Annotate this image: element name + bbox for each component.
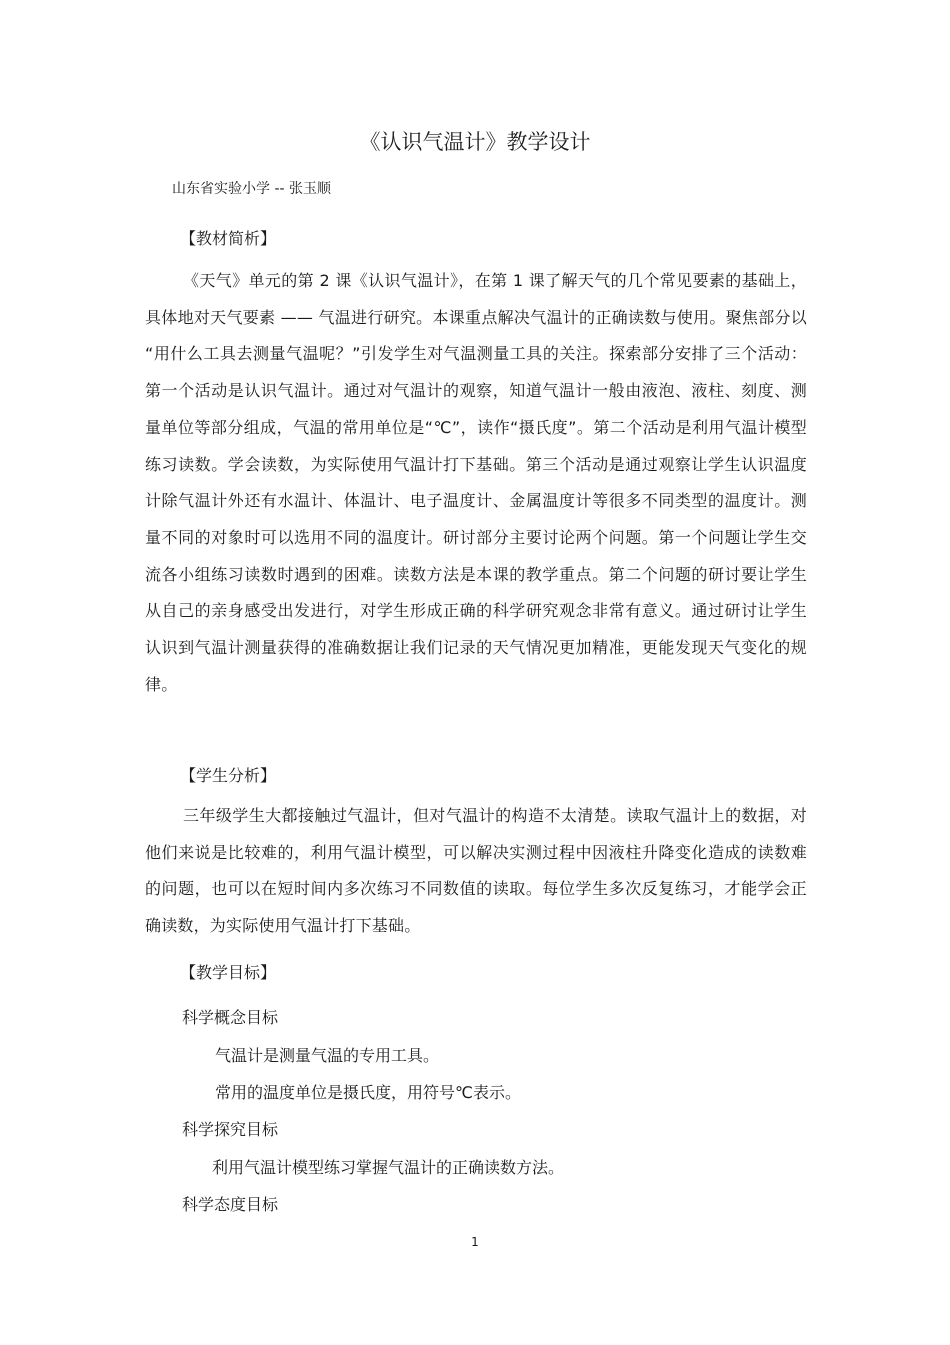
section-heading-material: 【教材简析】 (180, 229, 277, 248)
subheading-attitude-goals: 科学态度目标 (182, 1195, 279, 1214)
paragraph-material: 《天气》单元的第 2 课《认识气温计》，在第 1 课了解天气的几个常见要素的基础上，具体地对天气要素 —— 气温进行研究。本课重点解决气温计的正确读数与使用。聚焦部分以 “用什么工具去测量气温呢？”引发学生对气温测量工具的关注。探索部分安排了三个活动：第一个活动是认识气温计。通过对气温计的观察，知道气温计一般由液泡、液柱、刻度、测量单位等部分组成，气温的常用单位是“℃”，读作“摄氏度”。第二个活动是利用气温计模型练习读数。学会读数，为实际使用气温计打下基础。第三个活动是通过观察让学生认识温度计除气温计外还有水温计、体温计、电子温度计、金属温度计等很多不同类型的温度计。测量不同的对象时可以选用不同的温度计。研讨部分主要讨论两个问题。第一个问题让学生交流各小组练习读数时遇到的困难。读数方法是本课的教学重点。第二个问题的研讨要让学生从自己的亲身感受出发进行，对学生形成正确的科学研究观念非常有意义。通过研讨让学生认识到气温计测量获得的准确数据让我们记录的天气情况更加精准，更能发现天气变化的规律。 (145, 271, 807, 694)
section-heading-goals: 【教学目标】 (180, 963, 277, 982)
paragraph-students: 三年级学生大都接触过气温计，但对气温计的构造不太清楚。读取气温计上的数据，对他们来说是比较难的，利用气温计模型，可以解决实测过程中因液柱升降变化造成的读数难的问题，也可以在短时间内多次练习不同数值的读取。每位学生多次反复练习，才能学会正确读数，为实际使用气温计打下基础。 (145, 806, 807, 936)
page-number: 1 (471, 1235, 479, 1249)
section-heading-students: 【学生分析】 (180, 766, 277, 785)
inquiry-goal-item: 利用气温计模型练习掌握气温计的正确读数方法。 (212, 1158, 565, 1177)
concept-goal-item: 气温计是测量气温的专用工具。 (215, 1046, 440, 1065)
concept-goal-item: 常用的温度单位是摄氏度，用符号℃表示。 (215, 1083, 521, 1102)
author-line: 山东省实验小学 -- 张玉顺 (172, 181, 332, 197)
document-title: 《认识气温计》教学设计 (359, 130, 591, 154)
subheading-inquiry-goals: 科学探究目标 (182, 1120, 279, 1139)
subheading-concept-goals: 科学概念目标 (182, 1008, 279, 1027)
